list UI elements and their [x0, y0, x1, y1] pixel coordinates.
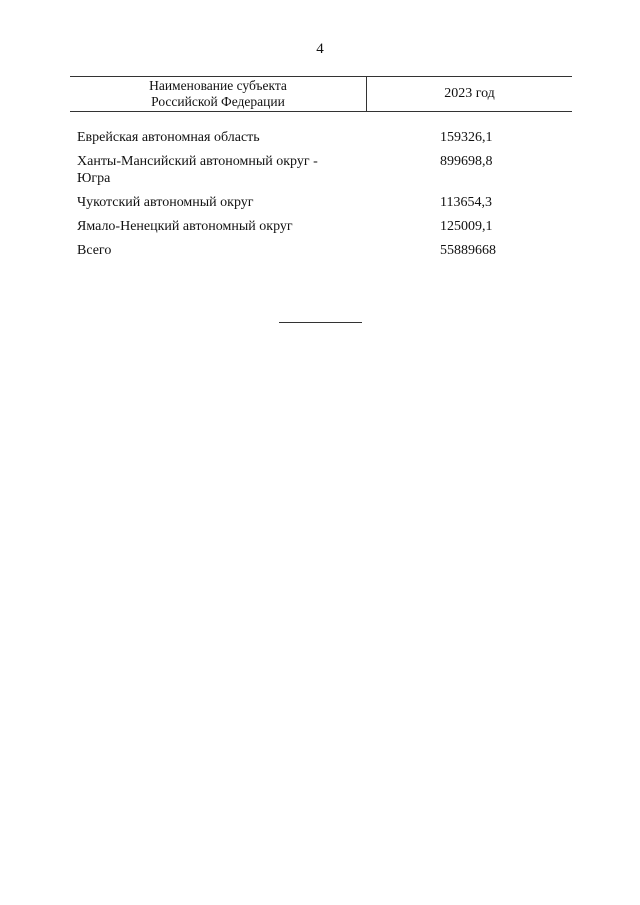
table-row — [77, 242, 577, 259]
row-subject-name-line1: Ямало-Ненецкий автономный округ — [77, 219, 293, 234]
row-subject-name-line1: Чукотский автономный округ — [77, 195, 254, 210]
row-subject-name-line1: Еврейская автономная область — [77, 130, 260, 145]
table-row — [77, 129, 577, 146]
row-subject-name — [77, 153, 347, 187]
row-subject-name — [77, 242, 347, 259]
row-subject-name — [77, 218, 347, 235]
column-header-subject-name — [70, 77, 367, 111]
column-header-subject-name-line1: Наименование субъекта — [149, 78, 287, 93]
row-value: 899698,8 — [440, 154, 493, 169]
row-subject-name-line2: Югра — [77, 171, 111, 186]
row-value: 159326,1 — [440, 130, 493, 145]
row-value: 125009,1 — [440, 219, 493, 234]
column-header-year: 2023 год — [444, 86, 495, 101]
table-body — [77, 129, 577, 266]
row-value: 113654,3 — [440, 195, 492, 210]
row-value: 55889668 — [440, 243, 496, 258]
row-subject-name — [77, 129, 347, 146]
row-subject-name — [77, 194, 347, 211]
table-row — [77, 218, 577, 235]
column-header-subject-name-line2: Российской Федерации — [151, 94, 285, 109]
table-row — [77, 153, 577, 187]
table-header — [70, 76, 572, 112]
row-subject-name-line1: Всего — [77, 243, 112, 258]
table-row — [77, 194, 577, 211]
page-number: 4 — [316, 41, 324, 57]
row-subject-name-line1: Ханты-Мансийский автономный округ - — [77, 154, 318, 169]
end-of-document-rule — [279, 322, 362, 323]
